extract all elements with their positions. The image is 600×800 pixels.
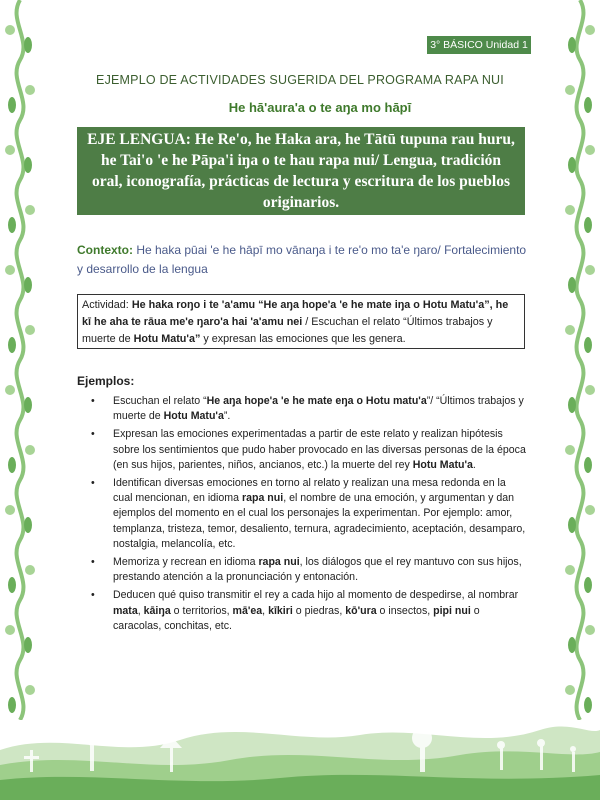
item-bold: rapa nui bbox=[241, 492, 284, 505]
island-landscape-illustration bbox=[0, 690, 600, 800]
item-text: . bbox=[472, 458, 476, 471]
item-text: o piedras, bbox=[292, 604, 346, 617]
contexto-text: He haka pūai 'e he hāpī mo vānaŋa i te re'o mo ta'e ŋaro/ Fortalecimiento y desarrollo de la lengua bbox=[77, 243, 527, 276]
actividad-label: Actividad: bbox=[82, 299, 132, 311]
item-bold: He aŋa hope'a 'e he mate eŋa o Hotu matu'a bbox=[206, 395, 427, 407]
actividad-spanish-end: y expresan las emociones que les genera. bbox=[200, 333, 406, 345]
item-text: ”. bbox=[223, 410, 231, 423]
item-text: Identifican diversas emociones en torno al relato y realizan una mesa redonda en la cual mencionan, en idioma bbox=[113, 477, 506, 505]
item-bold: kō'ura bbox=[345, 604, 377, 617]
grade-unit-badge: 3° BÁSICO Unidad 1 bbox=[427, 36, 531, 54]
item-bold: kīkiri bbox=[268, 604, 293, 617]
list-item bbox=[77, 588, 527, 634]
item-bold: rapa nui bbox=[258, 556, 300, 569]
eje-lengua-banner bbox=[77, 127, 525, 215]
bullet-icon: • bbox=[91, 395, 95, 407]
actividad-box bbox=[77, 294, 525, 349]
list-item bbox=[77, 394, 527, 424]
item-text: o caracolas, conchitas, etc. bbox=[113, 604, 480, 632]
list-item bbox=[77, 555, 527, 585]
item-text: o insectos, bbox=[376, 604, 434, 617]
item-bold: mā'ea bbox=[232, 604, 263, 617]
item-text: ”/ “Últimos trabajos y muerte de bbox=[113, 395, 524, 423]
page-subtitle: He hā'aura'a o te aŋa mo hāpī bbox=[228, 100, 412, 115]
item-text: Escuchan el relato “ bbox=[113, 395, 207, 407]
ejemplos-heading: Ejemplos: bbox=[77, 374, 135, 388]
item-bold: Hotu Matu'a bbox=[412, 458, 473, 471]
item-bold: pipi nui bbox=[433, 604, 471, 617]
eje-lengua-text: EJE LENGUA: He Re'o, he Haka ara, he Tātū tupuna rau huru, he Tai'o 'e he Pāpa'i iŋa o te hau rapa nui/ Lengua, tradición oral, iconografía, prácticas de lectura y escritura de los pueblos originarios. bbox=[87, 131, 515, 211]
item-text: , bbox=[137, 604, 144, 617]
actividad-spanish-text: / Escuchan el relato “Últimos trabajos y muerte de bbox=[82, 316, 493, 345]
list-item bbox=[77, 427, 527, 473]
bullet-icon: • bbox=[91, 589, 95, 602]
actividad-rapa-nui-text: He haka roŋo i te 'a'amu “He aŋa hope'a 'e he mate iŋa o Hotu Matu'a”, he kī he aha te rāua me'e ŋaro'a hai 'a'amu nei bbox=[82, 299, 509, 328]
item-text: Expresan las emociones experimentadas a partir de este relato y realizan hipótesis sobre los sentimientos que pudo haber provocado en las diversas personas de la época (en sus hijos, parientes, niños, ancianos, etc.) la muerte del rey bbox=[113, 428, 526, 471]
item-text: Deducen qué quiso transmitir el rey a cada hijo al momento de despedirse, al nombrar bbox=[113, 589, 519, 602]
program-title: EJEMPLO DE ACTIVIDADES SUGERIDA DEL PROGRAMA RAPA NUI bbox=[96, 73, 504, 87]
item-text: , el nombre de una emoción, y argumentan y dan ejemplos del momento en el cual los personajes la experimentan. Por ejemplo: amor, templanza, tristeza, temor, desaliento, ternura, agradecimiento, aceptación, desamparo, nostalgia, melancolía, etc. bbox=[113, 492, 526, 550]
list-item bbox=[77, 476, 527, 552]
item-bold: Hotu Matu'a bbox=[163, 410, 224, 423]
item-text: Memoriza y recrean en idioma bbox=[113, 556, 259, 569]
contexto-label: Contexto: bbox=[77, 243, 133, 257]
item-bold: mata bbox=[113, 604, 138, 617]
contexto-paragraph bbox=[77, 241, 527, 279]
actividad-hotu-matua: Hotu Matu'a” bbox=[133, 333, 201, 345]
bullet-icon: • bbox=[91, 477, 95, 490]
ejemplos-list bbox=[77, 394, 527, 637]
item-bold: kāiŋa bbox=[143, 604, 171, 617]
item-text: , los diálogos que el rey mantuvo con sus hijos, prestando atención a la pronunciación y entonación. bbox=[113, 556, 522, 584]
bullet-icon: • bbox=[91, 428, 95, 441]
bullet-icon: • bbox=[91, 556, 95, 569]
item-text: , bbox=[262, 604, 269, 617]
item-text: o territorios, bbox=[170, 604, 233, 617]
landscape-footer bbox=[0, 690, 600, 800]
